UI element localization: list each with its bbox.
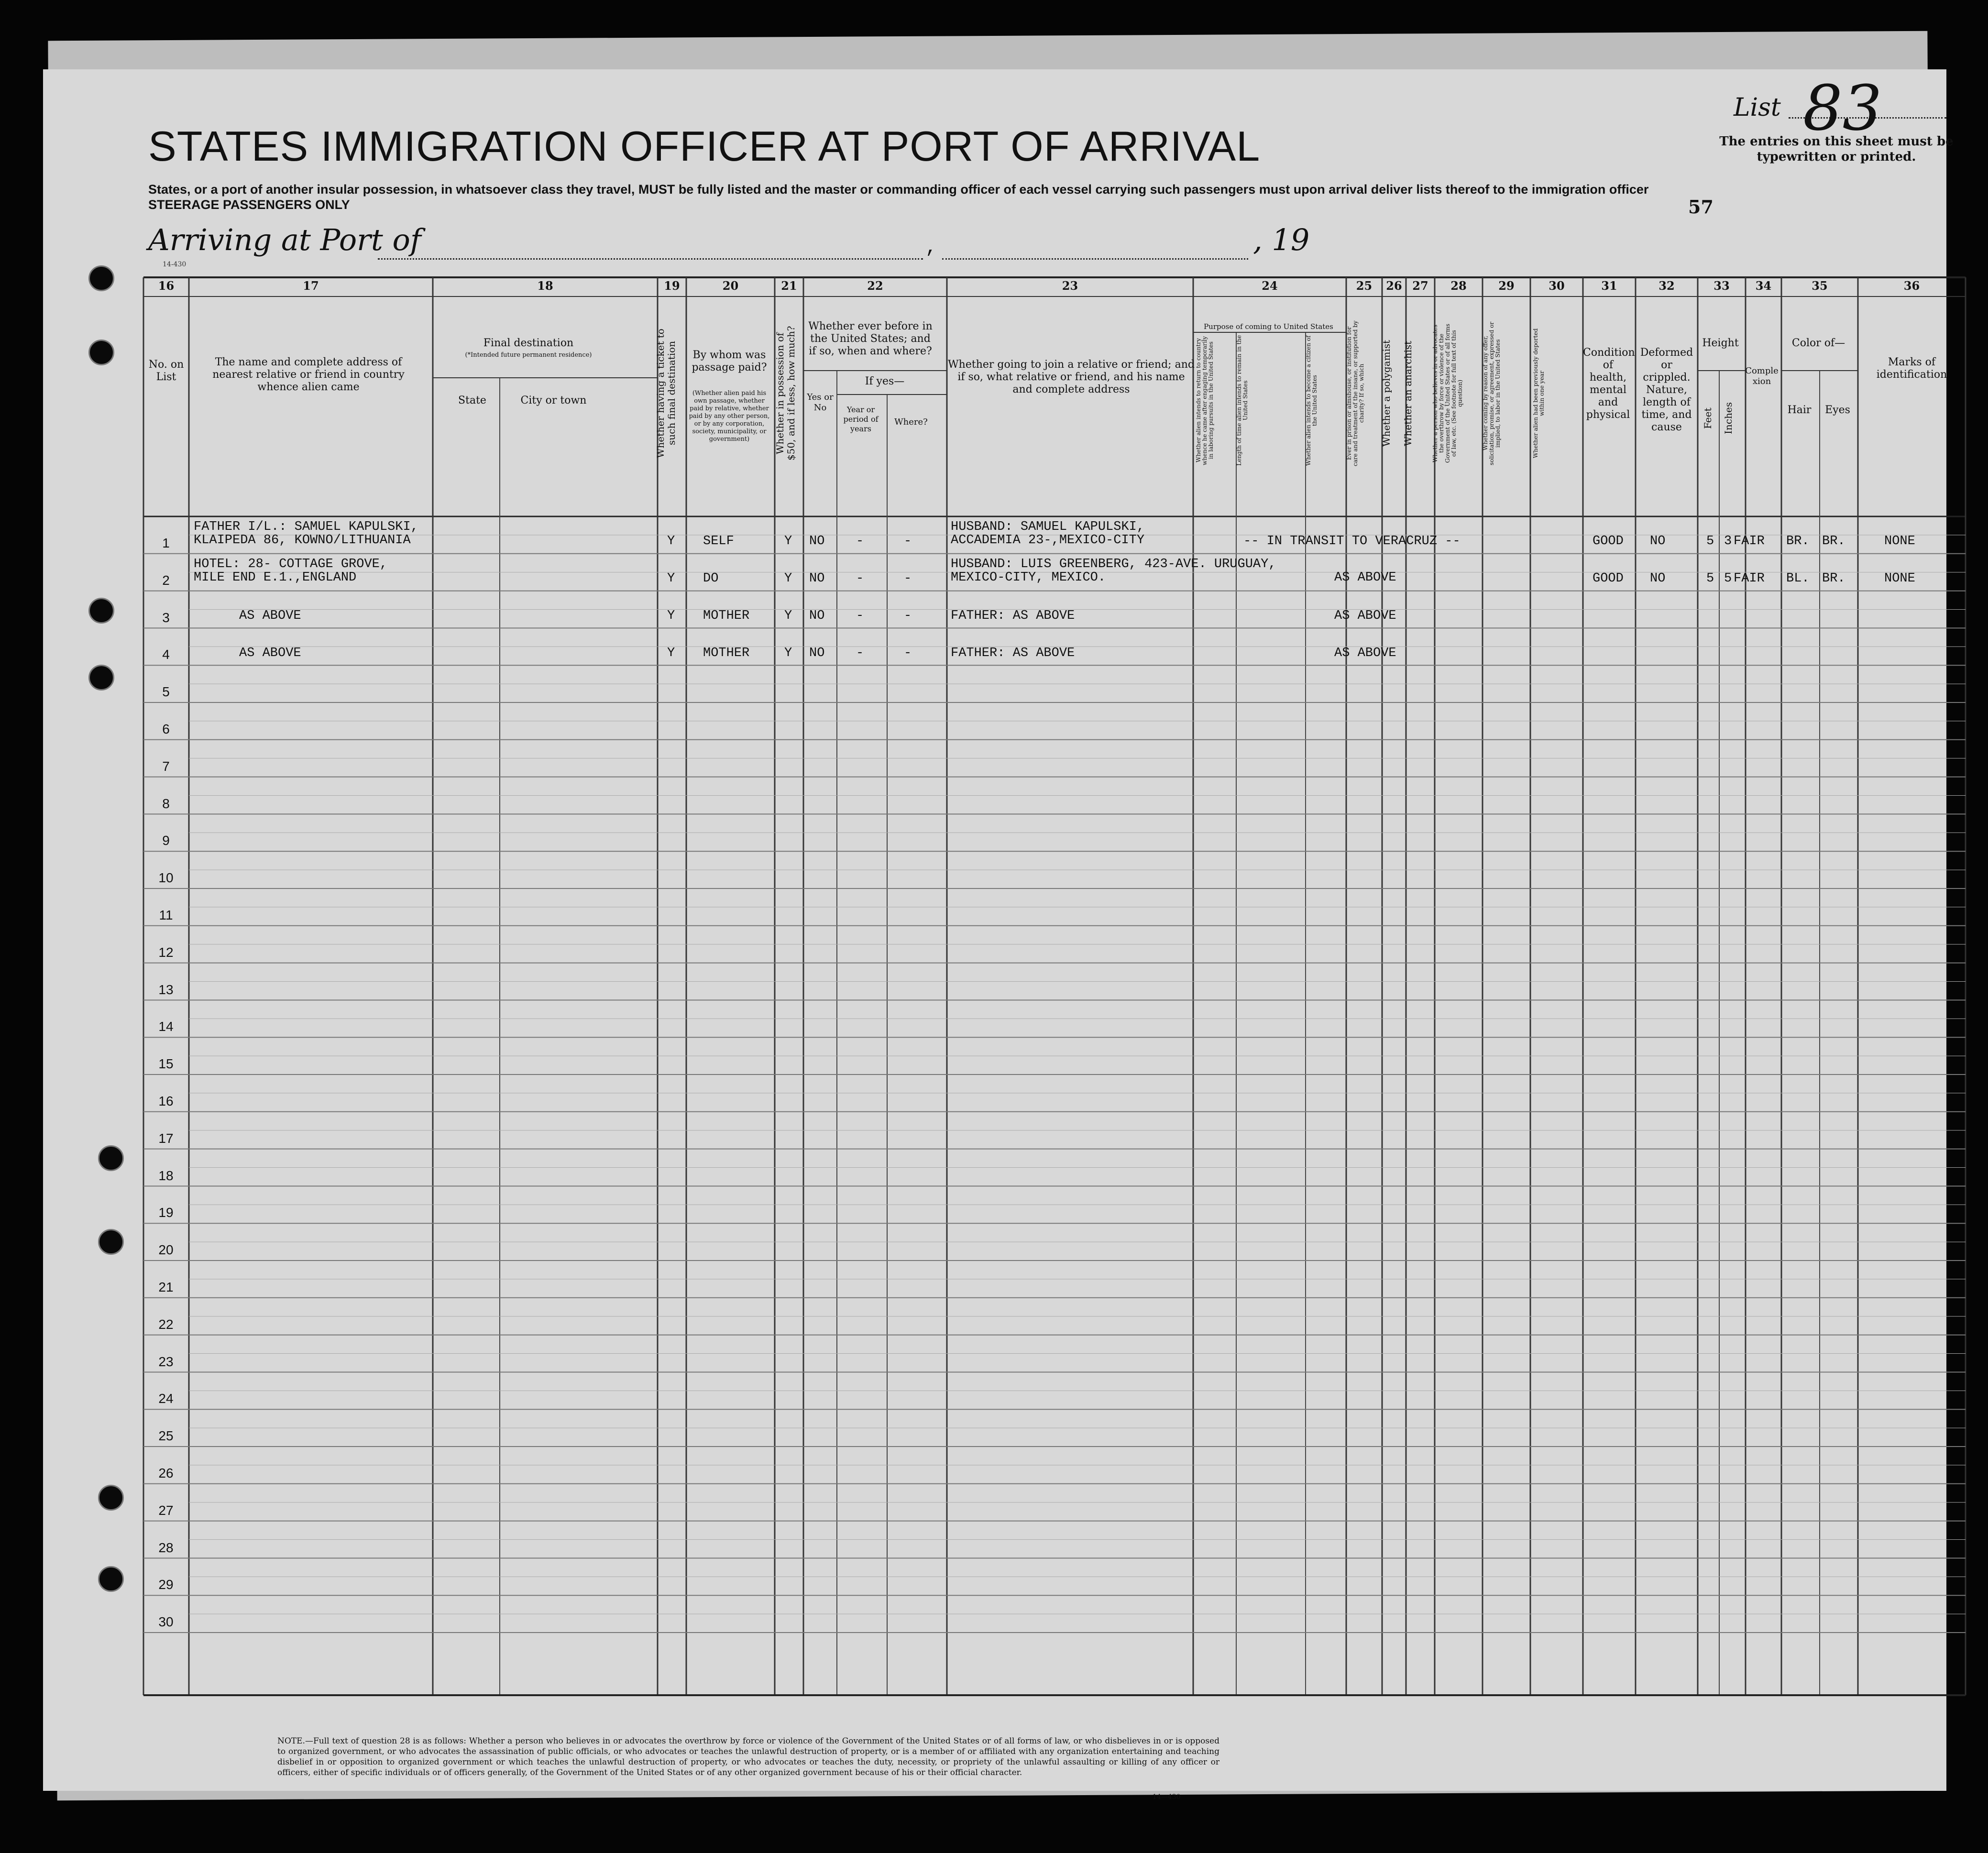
col33-inches: Inches — [1723, 402, 1734, 435]
column-number: 30 — [1549, 279, 1565, 293]
column-number: 27 — [1412, 279, 1428, 293]
complexion-cell: FAIR — [1734, 571, 1765, 586]
table-grid — [143, 275, 1966, 1695]
previously-in-us-cell: NO — [809, 571, 825, 586]
ticket-cell: Y — [667, 534, 675, 548]
col35-eyes: Eyes — [1825, 404, 1850, 416]
col18-header: Final destination — [483, 337, 574, 349]
col21-header: Whether in possession of $50, and if less, how much? — [774, 326, 797, 461]
fifty-dollars-cell: Y — [784, 571, 792, 586]
column-number: 25 — [1356, 279, 1373, 293]
col24b-header: Length of time alien intends to remain in the United States — [1236, 335, 1249, 466]
col24c-header: Whether alien intends to become a citizen of the United States — [1305, 335, 1318, 466]
column-number: 17 — [303, 279, 319, 293]
col33-header: Height — [1702, 337, 1739, 349]
row-number: 5 — [162, 684, 170, 700]
passage-paid-by-cell: MOTHER — [703, 646, 750, 660]
relative-address-line1: HOTEL: 28- COTTAGE GROVE, — [194, 557, 388, 571]
punch-hole — [98, 1145, 124, 1171]
year-cell: - — [856, 646, 864, 660]
col24a-header: Whether alien intends to return to country whence he came after engaging temporarily in laboring pursuits in the United States — [1195, 336, 1214, 465]
column-number: 16 — [158, 279, 175, 293]
deformed-cell: NO — [1650, 571, 1666, 586]
health-cell: GOOD — [1593, 534, 1624, 548]
joining-relative-line2: ACCADEMIA 23-,MEXICO-CITY — [951, 533, 1145, 548]
sheet-number: 57 — [1688, 196, 1713, 218]
ticket-cell: Y — [667, 609, 675, 623]
col22-year: Year or period of years — [843, 405, 879, 433]
row-number: 24 — [158, 1391, 174, 1406]
purpose-cell: -- IN TRANSIT TO VERACRUZ -- — [1243, 534, 1461, 548]
col22-where: Where? — [894, 417, 928, 427]
row-number: 17 — [158, 1130, 174, 1146]
col18-state: State — [458, 395, 486, 406]
punch-hole — [88, 598, 114, 624]
column-number: 19 — [664, 279, 680, 293]
row-number: 9 — [162, 833, 170, 848]
row-number: 6 — [162, 722, 170, 736]
col32-header: Deformed or crippled. Nature, length of time, and cause — [1640, 347, 1693, 433]
row-number: 29 — [158, 1577, 174, 1592]
relative-address-line1: AS ABOVE — [239, 646, 301, 660]
row-number: 12 — [158, 944, 174, 960]
arriving-label: Arriving at Port of — [148, 222, 421, 257]
joining-relative-line1: HUSBAND: SAMUEL KAPULSKI, — [951, 520, 1145, 534]
row-number: 13 — [158, 982, 174, 997]
comma: , — [925, 237, 937, 259]
year-cell: - — [856, 609, 864, 623]
col35-header: Color of— — [1791, 337, 1845, 349]
col22-header: Whether ever before in the United States; and if so, when and where? — [808, 320, 933, 357]
punch-hole — [88, 340, 114, 365]
row-number: 27 — [158, 1502, 174, 1518]
row-number: 8 — [162, 796, 170, 811]
fifty-dollars-cell: Y — [784, 534, 792, 548]
steerage-label: STEERAGE PASSENGERS ONLY — [148, 197, 350, 212]
manifest-page — [43, 69, 1954, 1801]
row-number: 7 — [162, 758, 170, 774]
col16-header: No. on List — [148, 359, 184, 383]
eye-color-cell: BR. — [1822, 571, 1845, 586]
fifty-dollars-cell: Y — [784, 646, 792, 660]
health-cell: GOOD — [1593, 571, 1624, 586]
year-prefix: 19 — [1272, 222, 1310, 257]
purpose-cell: AS ABOVE — [1334, 609, 1396, 623]
typewriter-note: The entries on this sheet must be typewritten or printed. — [1719, 134, 1954, 164]
list-label: List — [1734, 93, 1781, 122]
hair-color-cell: BR. — [1786, 534, 1810, 548]
col25-header: Ever in prison or almshouse, or institution for care and treatment of the insane, or supported by charity? If so, which — [1346, 320, 1365, 466]
col24-header: Purpose of coming to United States — [1204, 322, 1333, 331]
col34-header: Complexion — [1745, 366, 1779, 386]
relative-address-line2: MILE END E.1.,ENGLAND — [194, 570, 357, 585]
form-number: 14-430 — [163, 261, 187, 268]
row-number: 3 — [162, 610, 170, 625]
row-number: 21 — [158, 1280, 174, 1294]
row-number: 22 — [158, 1316, 174, 1332]
where-cell: - — [904, 646, 912, 660]
col30-header: Whether alien had been previously deported within one year — [1532, 328, 1545, 459]
joining-relative-line1: HUSBAND: LUIS GREENBERG, 423-AVE. URUGUAY, — [951, 557, 1276, 571]
joining-relative-line1: FATHER: AS ABOVE — [951, 609, 1075, 623]
column-number: 33 — [1713, 279, 1730, 293]
punch-hole — [98, 1229, 124, 1255]
year-cell: - — [856, 534, 864, 548]
col20-note: (Whether alien paid his own passage, whether paid by relative, whether paid by any other person, or by any corporation, society, municipality, or government) — [689, 390, 770, 443]
punch-hole — [88, 665, 114, 691]
row-number: 15 — [158, 1056, 174, 1072]
column-number: 26 — [1386, 279, 1402, 293]
column-number: 32 — [1658, 279, 1675, 293]
col36-header: Marks of identification — [1876, 356, 1947, 381]
eye-color-cell: BR. — [1822, 534, 1845, 548]
row-number: 19 — [158, 1205, 174, 1220]
height-inches-cell: 3 — [1724, 534, 1732, 548]
fifty-dollars-cell: Y — [784, 609, 792, 623]
complexion-cell: FAIR — [1734, 534, 1765, 548]
instructions-line: States, or a port of another insular possession, in whatsoever class they travel, MUST be fully listed and the master or commanding officer of each vessel carrying such passengers must upon arrival deliver lists thereof to the immigration officer — [148, 182, 1649, 197]
column-number: 23 — [1062, 279, 1078, 293]
column-number: 22 — [867, 279, 883, 293]
row-number: 10 — [158, 870, 174, 886]
relative-address-line1: FATHER I/L.: SAMUEL KAPULSKI, — [194, 520, 418, 534]
identification-marks-cell: NONE — [1884, 571, 1915, 586]
col35-hair: Hair — [1787, 404, 1812, 416]
identification-marks-cell: NONE — [1884, 534, 1915, 548]
column-number: 20 — [722, 279, 739, 293]
where-cell: - — [904, 609, 912, 623]
row-number: 11 — [159, 908, 173, 922]
previously-in-us-cell: NO — [809, 534, 825, 548]
row-number: 14 — [158, 1019, 174, 1034]
form-instructions — [148, 182, 1648, 212]
col19-header: Whether having a ticket to such final destination — [655, 329, 677, 458]
deformed-cell: NO — [1650, 534, 1666, 548]
ticket-cell: Y — [667, 646, 675, 660]
column-number: 29 — [1498, 279, 1515, 293]
passage-paid-by-cell: DO — [703, 571, 719, 586]
year-label: , 19 — [1253, 222, 1310, 257]
column-number: 18 — [537, 279, 553, 293]
row-number: 4 — [162, 647, 170, 662]
row-number: 23 — [158, 1354, 174, 1369]
year-cell: - — [856, 571, 864, 586]
purpose-cell: AS ABOVE — [1334, 646, 1396, 660]
form-title: STATES IMMIGRATION OFFICER AT PORT OF ARRIVAL — [148, 122, 1261, 170]
row-number: 16 — [158, 1094, 174, 1108]
where-cell: - — [904, 534, 912, 548]
col33-feet: Feet — [1702, 407, 1713, 429]
col22-ifyes: If yes— — [865, 375, 905, 387]
row-number: 30 — [158, 1614, 174, 1630]
column-number: 34 — [1755, 279, 1772, 293]
joining-relative-line1: FATHER: AS ABOVE — [951, 646, 1075, 660]
row-number: 28 — [158, 1540, 174, 1555]
row-number: 26 — [158, 1466, 174, 1480]
column-number: 28 — [1450, 279, 1467, 293]
joining-relative-line2: MEXICO-CITY, MEXICO. — [951, 570, 1106, 585]
manifest-table — [143, 275, 1966, 1695]
height-feet-cell: 5 — [1706, 534, 1714, 548]
column-number: 36 — [1903, 279, 1920, 293]
row-number: 18 — [158, 1168, 174, 1183]
punch-hole — [98, 1485, 124, 1511]
col23-header: Whether going to join a relative or friend; and if so, what relative or friend, and his name and complete address — [948, 359, 1195, 395]
column-number: 31 — [1601, 279, 1617, 293]
row-number: 25 — [158, 1428, 174, 1444]
col28-header: Whether a person who believes in or advocates the overthrow by force or violence of the Government of the United States or of all forms of law, etc. (See footnote for full text of this question) — [1432, 324, 1463, 463]
col20-header: By whom was passage paid? — [692, 349, 767, 373]
col27-header: Whether an anarchist — [1402, 340, 1414, 446]
row-number: 1 — [162, 536, 170, 550]
row-number: 20 — [158, 1242, 174, 1258]
punch-hole — [98, 1566, 124, 1592]
punch-hole — [88, 265, 114, 291]
col29-header: Whether coming by reason of any offer, solicitation, promise, or agreement, expressed or implied, to labor in the United States — [1482, 321, 1501, 465]
footnote: NOTE.—Full text of question 28 is as follows: Whether a person who believes in or advocates the overthrow by force or violence of the Government of the United States or of all forms of law, or who disbelieves in or is opposed to organized government, or who advocates the assassination of public officials, or who advocates or teaches the unlawful destruction of property, or is a member of or affiliated with any organization entertaining and teaching disbelief in or opposition to organized government or which teaches the unlawful destruction of property, or who advocates or teaches the duty, necessity, or propriety of the unlawful assaulting or killing of any officer or officers, either of specific individuals or of officers generally, of the Government of the United States or of any other organized government because of his or their official character. — [277, 1736, 1219, 1777]
column-number: 24 — [1262, 279, 1278, 293]
passage-paid-by-cell: SELF — [703, 534, 734, 548]
col18-note: (*Intended future permanent residence) — [465, 351, 592, 359]
col17-header: The name and complete address of nearest relative or friend in country whence alien came — [212, 356, 405, 393]
column-number: 35 — [1812, 279, 1828, 293]
footnote-form-number: 14—430 — [1153, 1793, 1181, 1801]
hair-color-cell: BL. — [1786, 571, 1810, 586]
previously-in-us-cell: NO — [809, 646, 825, 660]
port-blank — [378, 258, 923, 260]
column-number: 21 — [781, 279, 797, 293]
col18-city: City or town — [520, 395, 587, 406]
previously-in-us-cell: NO — [809, 609, 825, 623]
relative-address-line1: AS ABOVE — [239, 609, 301, 623]
list-number: 83 — [1803, 72, 1882, 144]
passage-paid-by-cell: MOTHER — [703, 609, 750, 623]
date-blank — [942, 258, 1248, 260]
purpose-cell: AS ABOVE — [1334, 570, 1396, 585]
ticket-cell: Y — [667, 571, 675, 586]
where-cell: - — [904, 571, 912, 586]
row-number: 2 — [162, 572, 170, 588]
relative-address-line2: KLAIPEDA 86, KOWNO/LITHUANIA — [194, 533, 411, 548]
col31-header: Condition of health, mental and physical — [1583, 347, 1635, 421]
height-inches-cell: 5 — [1724, 571, 1732, 586]
col22-yesno: Yes or No — [807, 392, 834, 413]
col26-header: Whether a polygamist — [1381, 340, 1392, 447]
height-feet-cell: 5 — [1706, 571, 1714, 586]
